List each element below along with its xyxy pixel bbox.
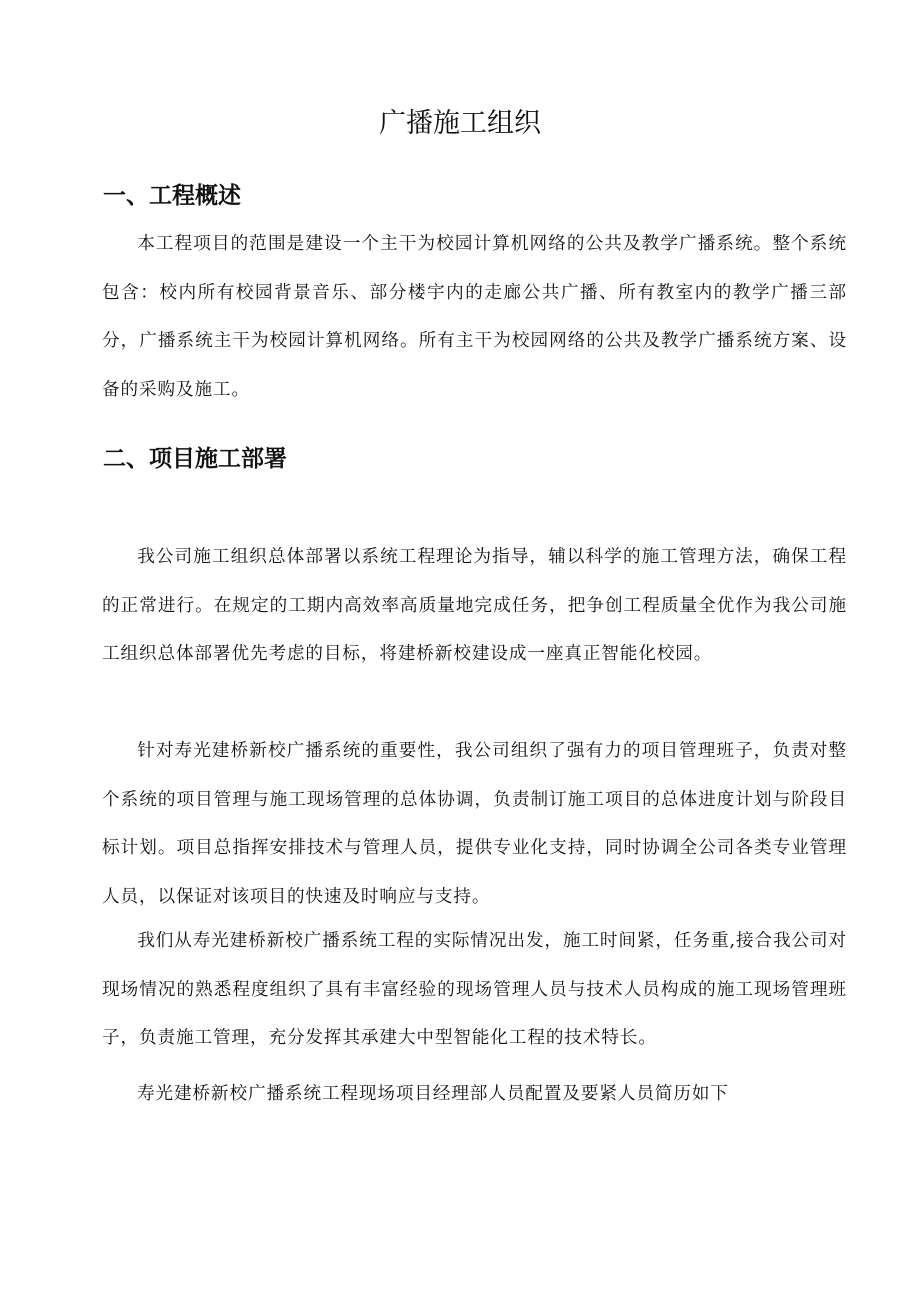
paragraph-deployment-2: 针对寿光建桥新校广播系统的重要性，我公司组织了强有力的项目管理班子，负责对整个系统的项目管理与施工现场管理的总体协调，负责制订施工项目的总体进度计划与阶段目标计划。项目总指挥安排技术与管理人员，提供专业化支持，同时协调全公司各类专业管理人员，以保证对该项目的快速及时响应与支持。 <box>102 741 847 907</box>
section-heading-deployment: 二、项目施工部署 <box>103 446 287 472</box>
paragraph-overview: 本工程项目的范围是建设一个主干为校园计算机网络的公共及教学广播系统。整个系统包含：校内所有校园背景音乐、部分楼宇内的走廊公共广播、所有教室内的教学广播三部分，广播系统主干为校园计算机网络。所有主干为校园网络的公共及教学广播系统方案、设备的采购及施工。 <box>102 234 847 400</box>
paragraph-deployment-1: 我公司施工组织总体部署以系统工程理论为指导，辅以科学的施工管理方法，确保工程的正常进行。在规定的工期内高效率高质量地完成任务，把争创工程质量全优作为我公司施工组织总体部署优先考虑的目标，将建桥新校建设成一座真正智能化校园。 <box>102 547 847 664</box>
staffing-note: 寿光建桥新校广播系统工程现场项目经理部人员配置及要紧人员简历如下 <box>137 1084 729 1104</box>
section-heading-overview: 一、工程概述 <box>103 183 241 209</box>
document-title: 广播施工组织 <box>379 108 541 139</box>
paragraph-deployment-3: 我们从寿光建桥新校广播系统工程的实际情况出发，施工时间紧，任务重,接合我公司对现场情况的熟悉程度组织了具有丰富经验的现场管理人员与技术人员构成的施工现场管理班子，负责施工管理，充分发挥其承建大中型智能化工程的技术特长。 <box>102 931 847 1048</box>
